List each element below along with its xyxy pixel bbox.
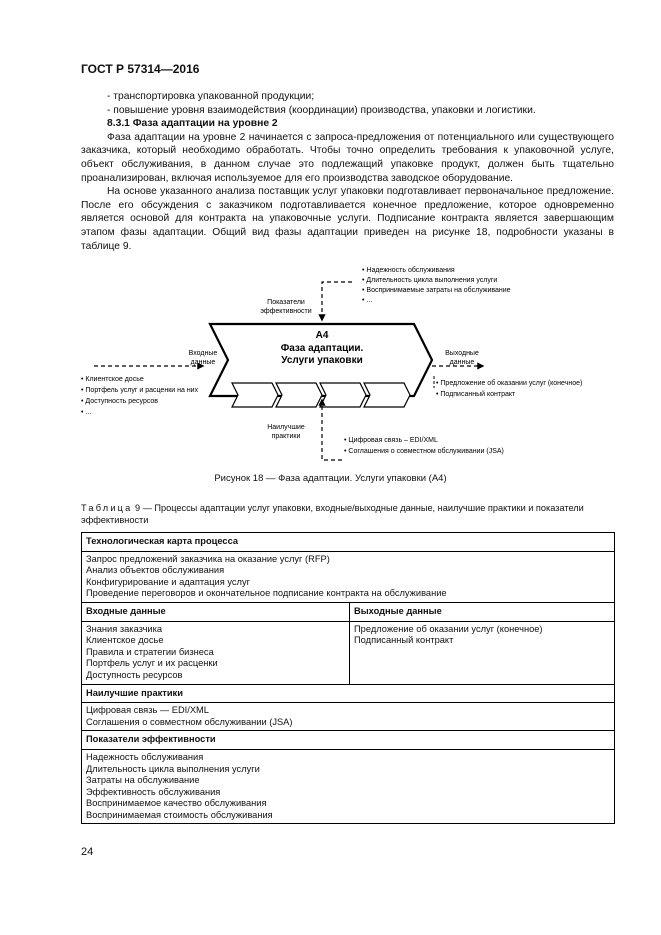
bullet-item: - транспортировка упакованной продукции;: [107, 91, 315, 102]
kpi-arrow: [322, 282, 352, 320]
input-item: • Доступность ресурсов: [81, 398, 159, 405]
kpi-items: [362, 266, 511, 304]
practice-arrow: [322, 400, 342, 460]
kpi-item: • ...: [362, 297, 373, 304]
input-cell: [82, 621, 350, 684]
process-row: Проведение переговоров и окончательное подписание контракта на обслуживание: [86, 588, 447, 599]
process-row: Анализ объектов обслуживания: [86, 565, 225, 576]
input-item: • Портфель услуг и расценки на них: [81, 387, 199, 394]
practice-row: Соглашения о совместном обслуживании (JSA): [86, 716, 293, 727]
practice-row: Цифровая связь — EDI/XML: [86, 705, 209, 716]
output-header: Выходные данные: [350, 602, 615, 621]
output-row: Подписанный контракт: [354, 635, 454, 646]
kpi-item: • Воспринимаемые затраты на обслуживание: [362, 287, 511, 294]
process-row: Конфигурирование и адаптация услуг: [86, 576, 250, 587]
table-caption-text: 9 — Процессы адаптации услуг упаковки, входные/выходные данные, наилучшие практики и показатели эффективности: [81, 503, 584, 525]
figure-caption: Рисунок 18 — Фаза адаптации. Услуги упаковки (А4): [214, 473, 447, 484]
figure-18: [0, 262, 661, 472]
page-number: 24: [81, 846, 94, 858]
kpi-row: Эффективность обслуживания: [86, 786, 221, 797]
output-cell: [350, 621, 615, 684]
bullet-item: - повышение уровня взаимодействия (координации) производства, упаковки и логистики.: [107, 104, 536, 116]
box-id: A4: [315, 330, 329, 341]
kpi-row: Надежность обслуживания: [86, 751, 204, 762]
input-row: Правила и стратегии бизнеса: [86, 646, 214, 657]
input-label-2: данные: [190, 359, 216, 366]
kpi-row: Затраты на обслуживание: [86, 775, 200, 786]
practice-label-1: Наилучшие: [267, 424, 305, 431]
table-caption-label: Таблица: [81, 503, 133, 513]
input-items: [81, 376, 199, 416]
process-diagram: [0, 262, 661, 472]
input-row: Клиентское досье: [86, 635, 164, 646]
input-row: Доступность ресурсов: [86, 669, 183, 680]
output-row: Предложение об оказании услуг (конечное): [354, 623, 543, 634]
input-label-1: Входные: [188, 350, 218, 357]
input-item: • ...: [81, 409, 92, 416]
process-cell: [82, 551, 615, 602]
practice-items: [344, 437, 504, 455]
input-row: Знания заказчика: [86, 623, 163, 634]
kpi-cell: [82, 749, 615, 824]
output-label-2: данные: [449, 359, 475, 366]
document-header: ГОСТ Р 57314—2016: [81, 62, 200, 76]
paragraph: На основе указанного анализа поставщик услуг упаковки подготавливает первоначальное предложение. После его обсуждения с заказчиком подготавливается конечное предложение, которое одновременно является основой для контракта на упаковочные услуги. Подписание контракта является завершающим этапом фазы адаптации. Общий вид фазы адаптации приведен на рисунке 18, подробности указаны в таблице 9.: [81, 186, 614, 252]
output-item: • Подписанный контракт: [436, 391, 516, 398]
box-title-1: Фаза адаптации.: [280, 343, 364, 354]
output-item: • Предложение об оказании услуг (конечное): [436, 380, 583, 387]
box-title-2: Услуги упаковки: [281, 355, 363, 366]
body-text: [81, 90, 614, 253]
kpi-row: Длительность цикла выполнения услуги: [86, 763, 260, 774]
kpi-row: Воспринимаемая стоимость обслуживания: [86, 809, 273, 820]
kpi-row: Воспринимаемое качество обслуживания: [86, 798, 267, 809]
practice-cell: [82, 703, 615, 731]
table-9: [81, 532, 615, 824]
kpi-item: • Длительность цикла выполнения услуги: [362, 277, 498, 284]
output-label-1: Выходные: [445, 350, 479, 357]
practice-item: • Соглашения о совместном обслуживании (JSA): [344, 448, 504, 455]
kpi-item: • Надежность обслуживания: [362, 267, 455, 274]
output-items: [436, 379, 582, 398]
practice-header: Наилучшие практики: [82, 684, 615, 703]
kpi-header: Показатели эффективности: [82, 731, 615, 750]
practice-item: • Цифровая связь – EDI/XML: [344, 437, 438, 444]
paragraph: Фаза адаптации на уровне 2 начинается с запроса-предложения от потенциального или существующего заказчика, который необходимо обработать. Чтобы точно определить требования к упаковочной услуге, объект обслуживания, в данном случае это подлежащий упаковке продукт, должен быть тщательно проанализирован, включая используемое для его производства заводское оборудование.: [81, 131, 614, 184]
process-row: Запрос предложений заказчика на оказание услуг (RFP): [86, 553, 330, 564]
input-row: Портфель услуг и их расценки: [86, 658, 218, 669]
process-header: Технологическая карта процесса: [82, 533, 615, 552]
kpi-label-2: эффективности: [260, 308, 312, 315]
table-caption: [81, 502, 614, 526]
input-item: • Клиентское досье: [81, 376, 144, 383]
input-header: Входные данные: [82, 602, 350, 621]
kpi-label-1: Показатели: [267, 299, 305, 306]
section-title: 8.3.1 Фаза адаптации на уровне 2: [107, 118, 278, 130]
practice-label-2: практики: [271, 433, 301, 440]
